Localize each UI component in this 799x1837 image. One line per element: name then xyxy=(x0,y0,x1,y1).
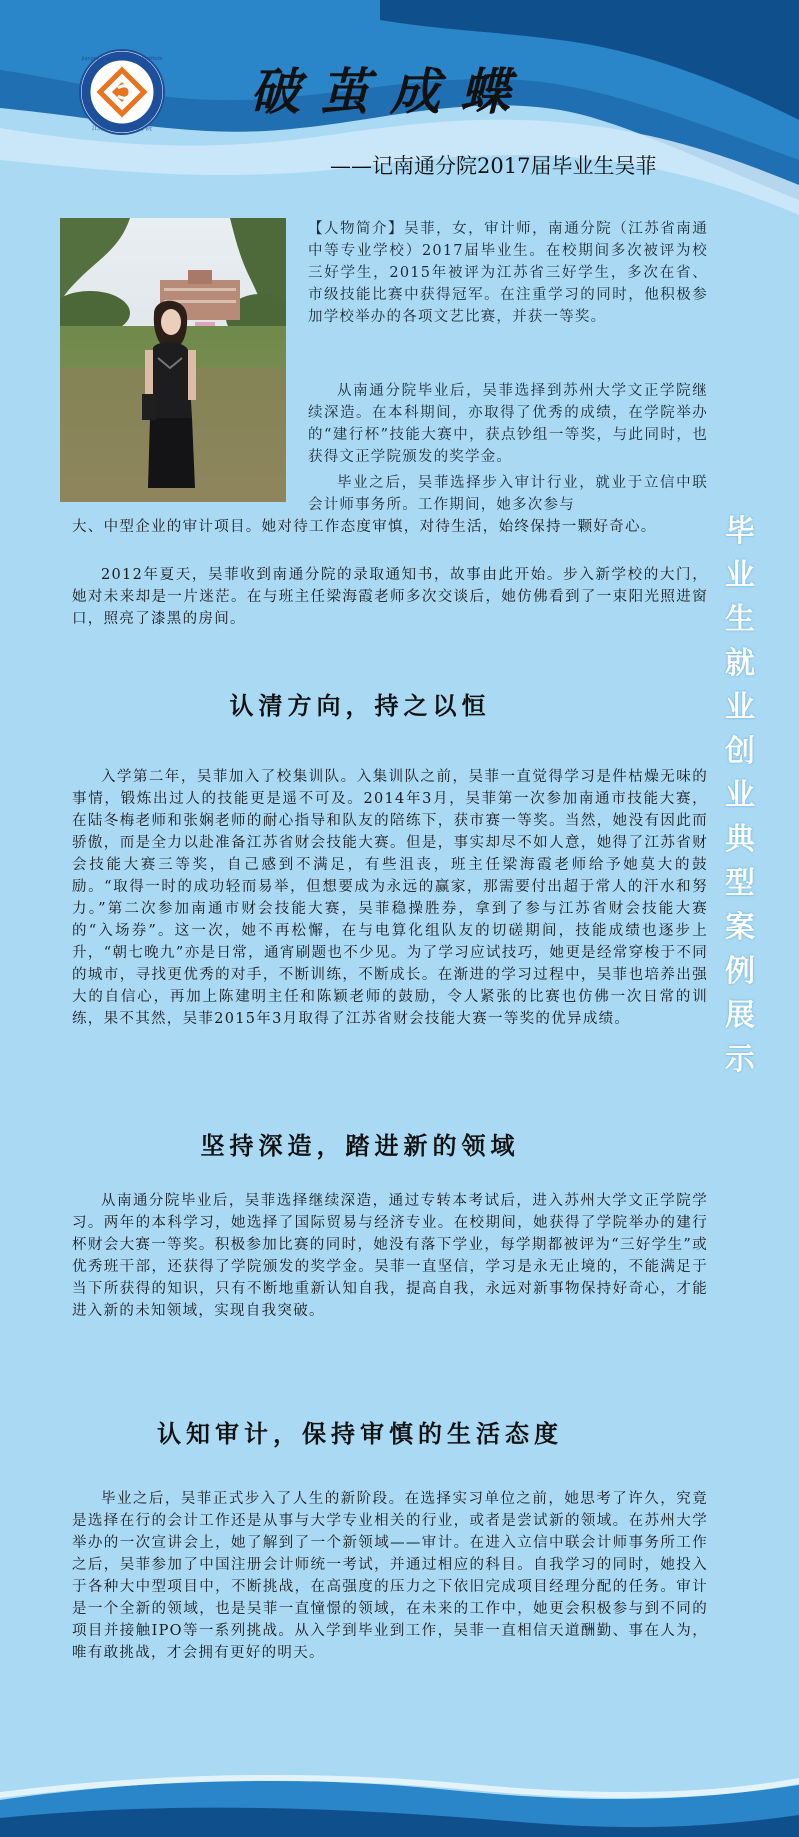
logo-chinese-text: 江苏联合职业技术学院 xyxy=(91,125,153,132)
section-body-2: 从南通分院毕业后，吴菲选择继续深造，通过专转本考试后，进入苏州大学文正学院学习。两年的本科学习，她选择了国际贸易与经济专业。在校期间，她获得了学院举办的建行杯财会大赛一等奖。积极参加比赛的同时，她没有落下学业，每学期都被评为“三好学生”或优秀班干部，还获得了学院颁发的奖学金。吴菲一直坚信，学习是永无止境的，不能满足于当下所获得的知识，只有不断地重新认知自我，提高自我，永远对新事物保持好奇心，才能进入新的未知领域，实现自我突破。 xyxy=(72,1193,708,1319)
section-heading-3: 认知审计，保持审慎的生活态度 xyxy=(157,1420,563,1448)
page-title: 破茧成蝶 xyxy=(250,62,530,121)
side-banner-char: 生 xyxy=(725,602,755,637)
side-banner-char: 展 xyxy=(725,998,755,1033)
logo-english-text: Jiangsu Union Technical Institute xyxy=(81,56,163,62)
side-banner-char: 例 xyxy=(725,954,755,989)
side-banner-char: 业 xyxy=(725,778,755,813)
side-banner-char: 业 xyxy=(725,558,755,593)
side-banner-char: 就 xyxy=(725,646,755,681)
side-banner-char: 示 xyxy=(725,1042,755,1077)
side-banner-char: 案 xyxy=(725,910,755,945)
side-banner-char: 型 xyxy=(725,866,755,901)
portrait-photo xyxy=(60,218,286,502)
side-banner-char: 毕 xyxy=(725,514,755,549)
section-body-1: 入学第二年，吴菲加入了校集训队。入集训队之前，吴菲一直觉得学习是件枯燥无味的事情，锻炼出过人的技能更是遥不可及。2014年3月，吴菲第一次参加南通市技能大赛，在陆冬梅老师和张娴老师的耐心指导和队友的陪练下，获市赛一等奖。当然，她没有因此而骄傲，而是全力以赴准备江苏省财会技能大赛。但是，事实却尽不如人意，她得了江苏省财会技能大赛三等奖，自己感到不满足，有些沮丧，班主任梁海霞老师给予她莫大的鼓励。“取得一时的成功轻而易举，但想要成为永远的赢家，那需要付出超于常人的汗水和努力。”第二次参加南通市财会技能大赛，吴菲稳操胜券，拿到了参与江苏省财会技能大赛的“入场券”。这一次，她不再松懈，在与电算化组队友的切磋期间，技能成绩也逐步上升，“朝七晚九”亦是日常，通宵刷题也不少见。为了学习应试技巧，她更是经常穿梭于不同的城市，寻找更优秀的对手，不断训练，不断成长。在渐进的学习过程中，吴菲也培养出强大的自信心，再加上陈建明主任和陈颖老师的鼓励，令人紧张的比赛也仿佛一次日常的训练，果不其然，吴菲2015年3月取得了江苏省财会技能大赛一等奖的优异成绩。 xyxy=(72,769,708,1027)
section-heading-2: 坚持深造，踏进新的领域 xyxy=(200,1132,520,1160)
intro-paragraph-2: 从南通分院毕业后，吴菲选择到苏州大学文正学院继续深造。在本科期间，亦取得了优秀的成绩，在学院举办的“建行杯”技能大赛中，获点钞组一等奖，与此同时，也获得文正学院颁发的奖学金。 xyxy=(308,383,708,465)
side-banner-char: 创 xyxy=(725,734,755,769)
side-banner-char: 业 xyxy=(725,690,755,725)
page-subtitle: ——记南通分院2017届毕业生吴菲 xyxy=(330,154,657,178)
section-body-3: 毕业之后，吴菲正式步入了人生的新阶段。在选择实习单位之前，她思考了许久，究竟是选择在行的会计工作还是从事与大学专业相关的行业，或者是尝试新的领域。在苏州大学举办的一次宣讲会上，她了解到了一个新领域——审计。在进入立信中联会计师事务所工作之后，吴菲参加了中国注册会计师统一考试，并通过相应的科目。自我学习的同时，她投入于各种大中型项目中，不断挑战，在高强度的压力之下依旧完成项目经理分配的任务。审计是一个全新的领域，也是吴菲一直憧憬的领域，在未来的工作中，她更会积极参与到不同的项目并接触IPO等一系列挑战。从入学到毕业到工作，吴菲一直相信天道酬勤、事在人为，唯有敢挑战，才会拥有更好的明天。 xyxy=(72,1491,708,1661)
side-banner-char: 典 xyxy=(725,822,755,857)
section-heading-1: 认清方向，持之以恒 xyxy=(229,692,491,720)
intro-paragraph-3a: 毕业之后，吴菲选择步入审计行业，就业于立信中联会计师事务所。工作期间，她多次参与 xyxy=(308,475,708,513)
intro-paragraph-3b: 大、中型企业的审计项目。她对待工作态度审慎，对待生活，始终保持一颗好奇心。 xyxy=(72,519,657,535)
school-logo xyxy=(78,48,166,136)
intro-paragraph-4: 2012年夏天，吴菲收到南通分院的录取通知书，故事由此开始。步入新学校的大门，她对未来却是一片迷茫。在与班主任梁海霞老师多次交谈后，她仿佛看到了一束阳光照进窗口，照亮了漆黑的房间。 xyxy=(72,567,708,627)
side-banner xyxy=(716,510,764,1082)
intro-profile: 【人物简介】吴菲，女，审计师，南通分院（江苏省南通中等专业学校）2017届毕业生。在校期间多次被评为校三好学生，2015年被评为江苏省三好学生，多次在省、市级技能比赛中获得冠军。在注重学习的同时，他积极参加学校举办的各项文艺比赛，并获一等奖。 xyxy=(308,221,708,325)
